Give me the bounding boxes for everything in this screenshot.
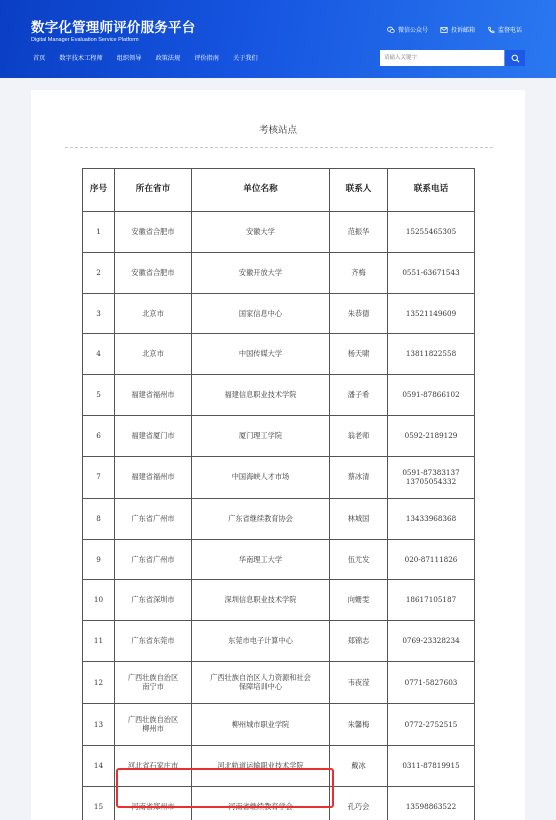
cell-contact: 孔巧会 <box>330 786 388 820</box>
wechat-link[interactable] <box>387 25 428 34</box>
cell-contact: 郑锦志 <box>330 621 388 662</box>
site-brand[interactable] <box>31 16 195 43</box>
table-row <box>83 703 475 745</box>
cell-no: 8 <box>83 498 115 539</box>
cell-region: 福建省厦门市 <box>115 415 192 456</box>
cell-phone: 0771-5827603 <box>388 661 475 703</box>
cell-region: 广东省深圳市 <box>115 580 192 621</box>
cell-phone: 13521149609 <box>388 293 475 334</box>
cell-region: 福建省福州市 <box>115 456 192 498</box>
cell-phone: 0769-23328234 <box>388 621 475 662</box>
cell-phone: 15255465305 <box>388 212 475 253</box>
cell-phone: 0591-87866102 <box>388 375 475 416</box>
search-button[interactable] <box>504 50 525 66</box>
cell-phone: 0592-2189129 <box>388 415 475 456</box>
cell-no: 6 <box>83 415 115 456</box>
cell-unit: 深圳信息职业技术学院 <box>192 580 330 621</box>
unit-line-2: 保障培训中心 <box>238 682 283 692</box>
site-header <box>0 0 556 78</box>
cell-region: 安徽省合肥市 <box>115 212 192 253</box>
cell-no: 1 <box>83 212 115 253</box>
cell-contact: 潘子希 <box>330 375 388 416</box>
cell-phone: 13433968368 <box>388 498 475 539</box>
cell-phone: 020-87111826 <box>388 539 475 580</box>
nav-digital-engineer[interactable]: 数字技术工程师 <box>59 55 103 62</box>
mail-link[interactable] <box>440 25 475 34</box>
cell-contact: 朱馨梅 <box>330 703 388 745</box>
cell-contact: 杨天啸 <box>330 334 388 375</box>
cell-no: 10 <box>83 580 115 621</box>
cell-unit: 中国传媒大学 <box>192 334 330 375</box>
table-row <box>83 498 475 539</box>
wechat-icon <box>387 26 395 34</box>
cell-contact: 伍尤发 <box>330 539 388 580</box>
cell-region <box>115 703 192 745</box>
cell-contact: 翁老师 <box>330 415 388 456</box>
content-card <box>31 90 525 820</box>
table-row <box>83 334 475 375</box>
region-line-2: 南宁市 <box>142 682 164 692</box>
search-input[interactable] <box>380 50 504 66</box>
site-title: 数字化管理师评价服务平台 <box>31 20 196 36</box>
cell-unit: 厦门理工学院 <box>192 415 330 456</box>
site-subtitle: Digital Manager Evaluation Service Platform <box>31 37 139 43</box>
cell-region: 广东省广州市 <box>115 498 192 539</box>
nav-policy[interactable]: 政策法规 <box>155 55 181 62</box>
top-links <box>387 25 522 34</box>
table-row <box>83 456 475 498</box>
cell-unit: 柳州城市职业学院 <box>192 703 330 745</box>
cell-unit: 安徽大学 <box>192 212 330 253</box>
region-line-1: 广西壮族自治区 <box>127 714 179 724</box>
column-header-phone: 联系电话 <box>388 169 475 212</box>
cell-no: 15 <box>83 786 115 820</box>
cell-contact: 蔡冰清 <box>330 456 388 498</box>
cell-unit: 国家信息中心 <box>192 293 330 334</box>
cell-no: 14 <box>83 745 115 786</box>
table-row <box>83 580 475 621</box>
nav-about[interactable]: 关于我们 <box>232 55 258 62</box>
cell-unit: 东莞市电子计算中心 <box>192 621 330 662</box>
phone-line-2: 13705054332 <box>405 477 457 487</box>
cell-no: 4 <box>83 334 115 375</box>
nav-guide[interactable]: 评价指南 <box>194 55 219 62</box>
cell-contact: 向姗雯 <box>330 580 388 621</box>
table-header-row <box>83 169 475 212</box>
cell-unit: 广东省继续教育协会 <box>192 498 330 539</box>
nav-home[interactable]: 首页 <box>33 55 46 62</box>
cell-unit: 福建信息职业技术学院 <box>192 375 330 416</box>
table-row <box>83 212 475 253</box>
table-row <box>83 539 475 580</box>
column-header-region: 所在省市 <box>115 169 192 212</box>
title-divider <box>65 147 493 148</box>
cell-unit: 河北轨道运输职业技术学院 <box>192 745 330 786</box>
cell-phone: 0311-87819915 <box>388 745 475 786</box>
search-icon <box>511 54 520 63</box>
page-title: 考核站点 <box>258 125 297 136</box>
search-box <box>380 50 525 66</box>
table-row <box>83 786 475 820</box>
cell-no: 11 <box>83 621 115 662</box>
cell-region: 广东省广州市 <box>115 539 192 580</box>
cell-no: 13 <box>83 703 115 745</box>
cell-unit: 中国海峡人才市场 <box>192 456 330 498</box>
cell-no: 7 <box>83 456 115 498</box>
phone-icon <box>487 26 495 34</box>
main-nav <box>33 53 258 62</box>
table-row <box>83 375 475 416</box>
cell-phone <box>388 456 475 498</box>
sites-table <box>82 168 475 820</box>
cell-phone: 18617105187 <box>388 580 475 621</box>
table-row <box>83 661 475 703</box>
cell-no: 9 <box>83 539 115 580</box>
phone-line-1: 0591-87383137 <box>402 467 460 477</box>
cell-contact: 齐梅 <box>330 252 388 293</box>
cell-contact: 韦夜滢 <box>330 661 388 703</box>
cell-contact: 朱恭德 <box>330 293 388 334</box>
cell-phone: 0772-2752515 <box>388 703 475 745</box>
cell-no: 12 <box>83 661 115 703</box>
cell-contact: 戴冰 <box>330 745 388 786</box>
cell-region: 河南省郑州市 <box>115 786 192 820</box>
wechat-link-label: 微信公众号 <box>397 27 428 34</box>
cell-phone: 13598863522 <box>388 786 475 820</box>
table-row <box>83 621 475 662</box>
cell-phone: 13811822558 <box>388 334 475 375</box>
mail-icon <box>440 26 448 34</box>
table-row <box>83 293 475 334</box>
region-line-1: 广西壮族自治区 <box>127 672 179 682</box>
cell-region: 北京市 <box>115 334 192 375</box>
cell-no: 3 <box>83 293 115 334</box>
nav-leadership[interactable]: 组织领导 <box>116 55 142 62</box>
table-row <box>83 415 475 456</box>
cell-region: 安徽省合肥市 <box>115 252 192 293</box>
cell-region <box>115 661 192 703</box>
mail-link-label: 投诉邮箱 <box>450 27 475 34</box>
cell-region: 北京市 <box>115 293 192 334</box>
phone-link-label: 监督电话 <box>497 27 522 34</box>
table-row <box>83 745 475 786</box>
column-header-unit: 单位名称 <box>192 169 330 212</box>
cell-contact: 林城国 <box>330 498 388 539</box>
cell-region: 河北省石家庄市 <box>115 745 192 786</box>
cell-unit: 华南理工大学 <box>192 539 330 580</box>
column-header-contact: 联系人 <box>330 169 388 212</box>
cell-unit: 河南省继续教育学会 <box>192 786 330 820</box>
phone-link[interactable] <box>487 25 522 34</box>
cell-no: 2 <box>83 252 115 293</box>
cell-unit: 安徽开放大学 <box>192 252 330 293</box>
cell-no: 5 <box>83 375 115 416</box>
cell-phone: 0551-63671543 <box>388 252 475 293</box>
cell-region: 广东省东莞市 <box>115 621 192 662</box>
table-row <box>83 252 475 293</box>
cell-unit <box>192 661 330 703</box>
cell-contact: 范振华 <box>330 212 388 253</box>
region-line-2: 柳州市 <box>142 724 164 734</box>
cell-region: 福建省福州市 <box>115 375 192 416</box>
unit-line-1: 广西壮族自治区人力资源和社会 <box>210 672 311 682</box>
column-header-no: 序号 <box>83 169 115 212</box>
